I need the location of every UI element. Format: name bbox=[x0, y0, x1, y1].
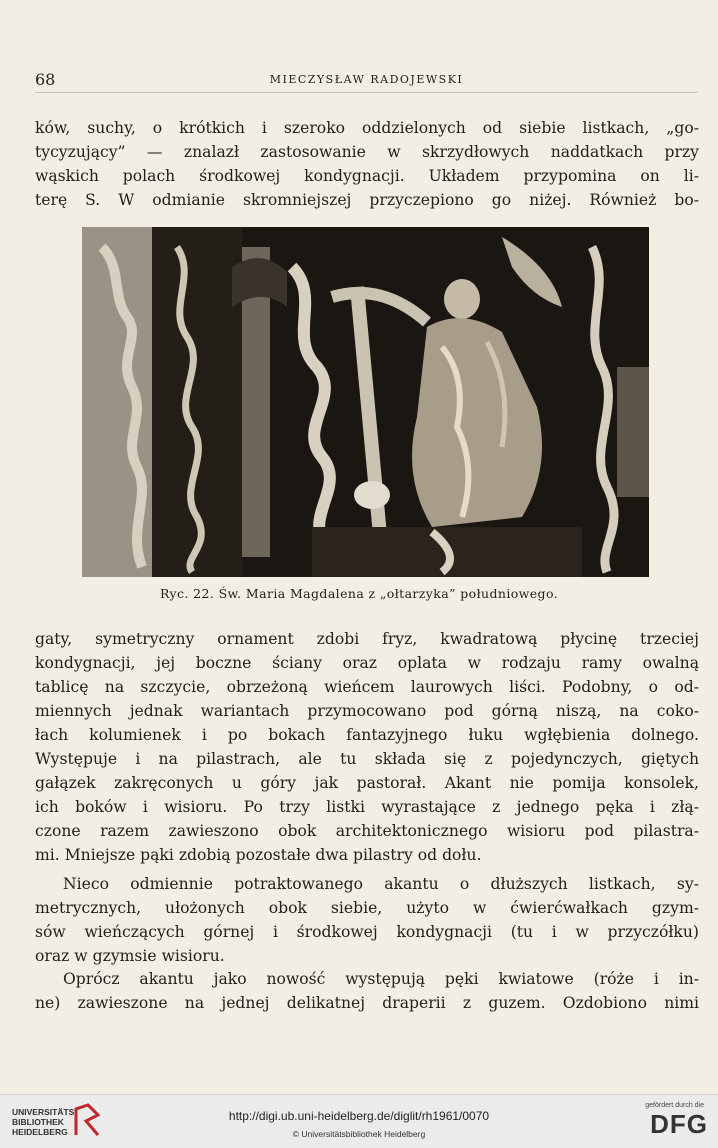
paragraph-3 bbox=[35, 872, 699, 968]
text-line: ne) zawieszone na jednej delikatnej draperii z guzem. Ozdobiono nimi bbox=[35, 994, 699, 1012]
text-line: Oprócz akantu jako nowość występują pęki kwiatowe (róże i in- bbox=[63, 970, 699, 988]
page-header bbox=[35, 70, 698, 93]
text-line: gałązek zakręconych u góry jak pastorał. Akant nie pomija konsolek, bbox=[35, 774, 699, 792]
text-line: ich boków i wisioru. Po trzy listki wyrastające z jednego pęka i złą- bbox=[35, 798, 699, 816]
paragraph-2 bbox=[35, 627, 699, 867]
text-line: wąskich polach środkowej kondygnacji. Układem przypomina on li- bbox=[35, 167, 699, 185]
text-line: Występuje i na pilastrach, ale tu składa się z pojedynczych, giętych bbox=[35, 750, 699, 768]
text-line: łach kolumienek i po bokach fantazyjnego łuku wgłębienia dolnego. bbox=[35, 726, 699, 744]
text-line: oraz w gzymsie wisioru. bbox=[35, 947, 225, 965]
text-line: tycyzujący” — znalazł zastosowanie w skrzydłowych naddatkach przy bbox=[35, 143, 699, 161]
source-url-link[interactable]: http://digi.ub.uni-heidelberg.de/diglit/rh1961/0070 bbox=[228, 1109, 490, 1123]
paragraph-1 bbox=[35, 116, 699, 212]
dfg-logo: DFG bbox=[650, 1109, 708, 1139]
text-line: czone razem zawieszono obok architektonicznego wisioru pod pilastra- bbox=[35, 822, 699, 840]
text-line: metrycznych, ułożonych obok siebie, użyto w ćwierćwałkach gzym- bbox=[35, 899, 699, 917]
text-line: mi. Mniejsze pąki zdobią pozostałe dwa pilastry od dołu. bbox=[35, 846, 482, 864]
text-line: terę S. W odmianie skromniejszej przyczepiono go niżej. Również bo- bbox=[35, 191, 699, 209]
funding-note: gefördert durch die bbox=[645, 1102, 704, 1109]
figure-caption: Ryc. 22. Św. Maria Magdalena z „ołtarzyka” południowego. bbox=[159, 586, 559, 601]
text-line: tablicę na szczycie, obrzeżoną wieńcem laurowych liści. Podobny, o od- bbox=[35, 678, 699, 696]
text-line: gaty, symetryczny ornament zdobi fryz, kwadratową płycinę trzeciej bbox=[35, 630, 699, 648]
copyright-notice: © Universitätsbibliothek Heidelberg bbox=[292, 1129, 426, 1139]
viewer-footer bbox=[0, 1094, 718, 1148]
text-line: kondygnacji, jej boczne ściany oraz oplata w rodzaju ramy owalną bbox=[35, 654, 699, 672]
library-name: UNIVERSITÄTS- BIBLIOTHEK HEIDELBERG bbox=[12, 1107, 78, 1137]
figure-photo-maria-magdalena bbox=[82, 227, 649, 577]
text-line: ków, suchy, o krótkich i szeroko oddzielonych od siebie listkach, „go- bbox=[35, 119, 699, 137]
page-number: 68 bbox=[35, 70, 56, 89]
text-line: miennych jednak wariantach przymocowano pod górną niszą, na coko- bbox=[35, 702, 699, 720]
running-head: MIECZYSŁAW RADOJEWSKI bbox=[269, 73, 464, 86]
paragraph-4 bbox=[35, 967, 699, 1015]
text-line: Nieco odmiennie potraktowanego akantu o dłuższych listkach, sy- bbox=[63, 875, 699, 893]
text-line: sów wieńczących górnej i środkowej kondygnacji (tu i w przyczółku) bbox=[35, 923, 699, 941]
